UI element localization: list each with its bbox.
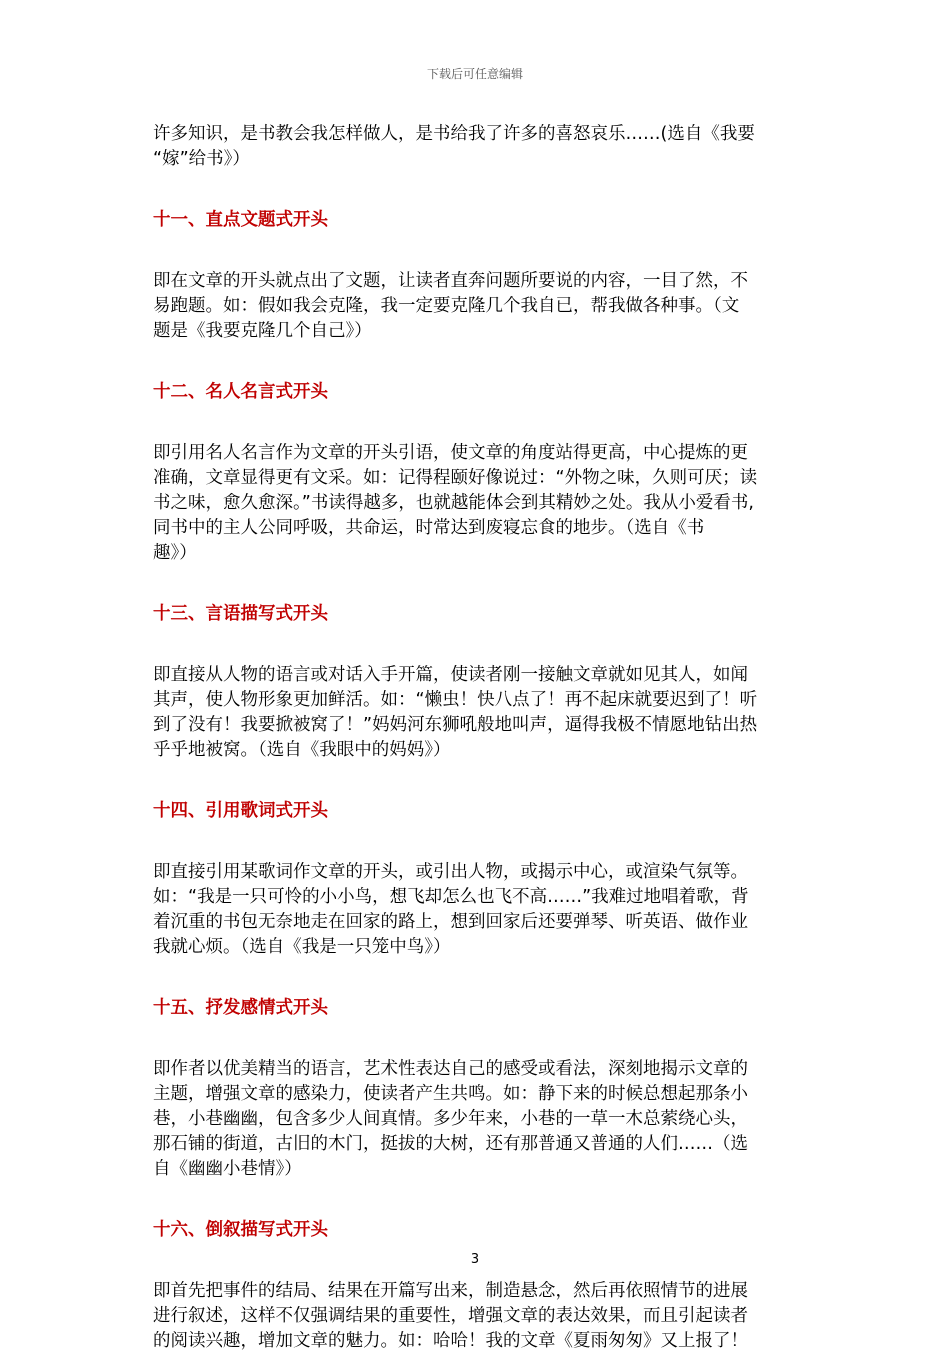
paragraph-12: 即引用名人名言作为文章的开头引语，使文章的角度站得更高，中心提炼的更 准确，文章显得更有文采。如：记得程颐好像说过：“外物之味，久则可厌；读 书之味，愈久愈深。”书读得越多，也就越能体会到其精妙之处。我从小爱看书, 同书中的主人公同呼吸，共命运，时常达到废寝忘食的地步。（选自《书 趣》）: [153, 443, 758, 563]
paragraph-15: 即作者以优美精当的语言，艺术性表达自己的感受或看法，深刻地揭示文章的 主题，增强文章的感染力，使读者产生共鸣。如：静下来的时候总想起那条小 巷，小巷幽幽，包含多少人间真情。多少年来，小巷的一草一木总萦绕心头， 那石铺的街道，古旧的木门，挺拔的大树，还有那普通又普通的人们……（选 自《幽幽小巷情》）: [153, 1059, 748, 1179]
document-body: [153, 122, 803, 1354]
section-heading-15: 十五、抒发感情式开头: [153, 998, 328, 1018]
page-header: 下载后可任意编辑: [426, 67, 523, 81]
section-heading-12: 十二、名人名言式开头: [153, 382, 328, 402]
section-heading-16: 十六、倒叙描写式开头: [153, 1220, 328, 1240]
paragraph-13: 即直接从人物的语言或对话入手开篇，使读者刚一接触文章就如见其人，如闻 其声，使人物形象更加鲜活。如：“懒虫！快八点了！再不起床就要迟到了！听 到了没有！我要掀被窝了！”妈妈河东狮吼般地叫声，逼得我极不情愿地钻出热 乎乎地被窝。（选自《我眼中的妈妈》）: [153, 665, 758, 760]
page-number: 3: [470, 1252, 480, 1267]
paragraph-intro: 许多知识，是书教会我怎样做人，是书给我了许多的喜怒哀乐……(选自《我要 “嫁”给书》）: [153, 124, 755, 169]
paragraph-16: 即首先把事件的结局、结果在开篇写出来，制造悬念，然后再依照情节的进展 进行叙述，这样不仅强调结果的重要性，增强文章的表达效果，而且引起读者 的阅读兴趣，增加文章的魅力。如：哈哈！我的文章《夏雨匆匆》又上报了！: [153, 1281, 748, 1351]
paragraph-14: 即直接引用某歌词作文章的开头，或引出人物，或揭示中心，或渲染气氛等。 如：“我是一只可怜的小小鸟，想飞却怎么也飞不高……”我难过地唱着歌，背 着沉重的书包无奈地走在回家的路上，想到回家后还要弹琴、听英语、做作业 我就心烦。（选自《我是一只笼中鸟》）: [153, 862, 749, 957]
paragraph-11: 即在文章的开头就点出了文题，让读者直奔问题所要说的内容，一目了然，不 易跑题。如：假如我会克隆，我一定要克隆几个我自已，帮我做各种事。（文 题是《我要克隆几个自己》）: [153, 271, 748, 341]
section-heading-14: 十四、引用歌词式开头: [153, 801, 328, 821]
section-heading-13: 十三、言语描写式开头: [153, 604, 328, 624]
section-heading-11: 十一、直点文题式开头: [153, 210, 328, 230]
